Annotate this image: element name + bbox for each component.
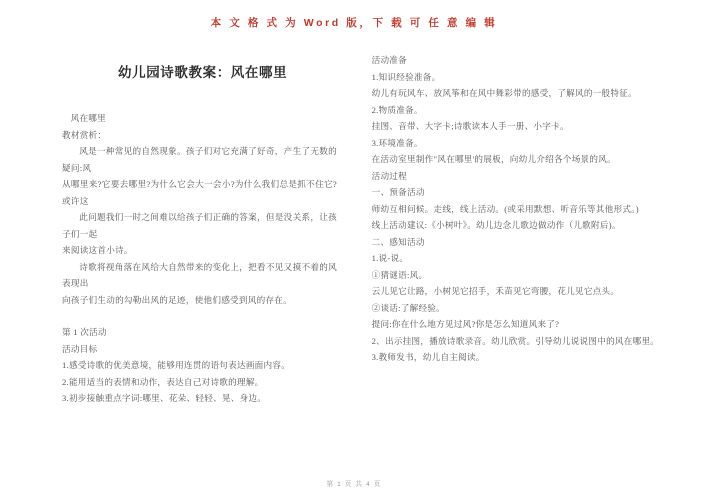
right-column [355,52,708,366]
prep-item-body: 幼儿有玩风车、放风筝和在风中舞彩带的感受，了解风的一般特征。 [371,88,637,98]
process-line: ①猜谜语:风。 [371,269,428,280]
analysis-heading: 教材赏析： [62,129,107,140]
analysis-paragraph: 从哪里来?它要去哪里?为什么它会大一会小?为什么我们总是抓不住它?或许这 [62,179,337,206]
process-section-heading: 一、预备活动 [371,187,425,197]
prep-item-body: 在活动室里制作"风在哪里'的展板，向幼儿介绍各个场景的风。 [371,154,616,164]
analysis-paragraph: 风是一种常见的自然现象。孩子们对它充满了好奇，产生了无数的疑问:风 [62,146,337,173]
analysis-paragraph: 诗歌将视角落在风给大自然带来的变化上，把看不见又摸不着的风表现出 [62,261,337,288]
goal-heading: 活动目标 [62,343,98,354]
activity-heading: 第 1 次活动 [62,327,107,337]
page-footer: 第 1 页 共 4 页 [326,481,382,488]
process-line: 3.教师发书，幼儿自主阅读。 [371,352,485,362]
prep-item-heading: 3.环境准备。 [371,137,423,148]
process-line: 1.说-说。 [371,253,409,263]
analysis-paragraph: 向孩子们生动的勾勒出风的足迹，使他们感受到风的存在。 [62,294,292,305]
process-line: 提问:你在什么地方见过风?你是怎么知道风来了? [371,319,560,329]
analysis-paragraph: 来阅读这首小诗。 [62,245,133,255]
process-line: 2、出示挂图，播放诗歌录音。幼儿欣赏。引导幼儿说说图中的风在哪里。 [371,335,660,346]
goal-item: 3.初步接触重点字词:哪里、花朵、轻轻、晃、身边。 [62,393,267,403]
promo-header-banner: 本 文 格 式 为 Word 版，下 载 可 任 意 编 辑 [210,17,498,29]
subject-line: 风在哪里 [70,113,106,123]
analysis-paragraph: 此问题我们一时之间难以给孩子们正确的答案，但是没关系，让孩子们一起 [62,212,337,239]
process-line: ②谈话:了解经验。 [371,302,445,313]
process-line: 线上活动建议:《小树叶》。幼儿边念儿歌边做动作（儿歌附后)。 [371,220,621,230]
process-line: 云儿见它让路，小树见它招手，禾苗见它弯腰，花儿见它点头。 [371,286,620,296]
body-columns [0,52,708,407]
process-line: 师幼互相问候。走线，线上活动。(或采用默想、听音乐等其他形式。) [371,203,639,214]
goal-item: 1.感受诗歌的优美意境，能够用连贯的语句表达画面内容。 [62,360,291,370]
process-heading: 活动过程 [371,170,407,181]
prep-item-heading: 1.知识经验准备。 [371,71,441,82]
spacer [62,308,337,324]
left-column [0,52,355,407]
prep-heading: 活动准备 [371,55,407,65]
goal-item: 2.能用适当的表情和动作，表达自己对诗歌的理解。 [62,376,264,387]
process-section-heading: 二、感知活动 [371,236,425,247]
prep-item-body: 挂图、音带、大字卡;诗歌读本人手一册、小字卡。 [371,121,569,131]
page-title: 幼儿园诗歌教案：风在哪里 [118,64,288,80]
prep-item-heading: 2.物质准备。 [371,104,423,115]
